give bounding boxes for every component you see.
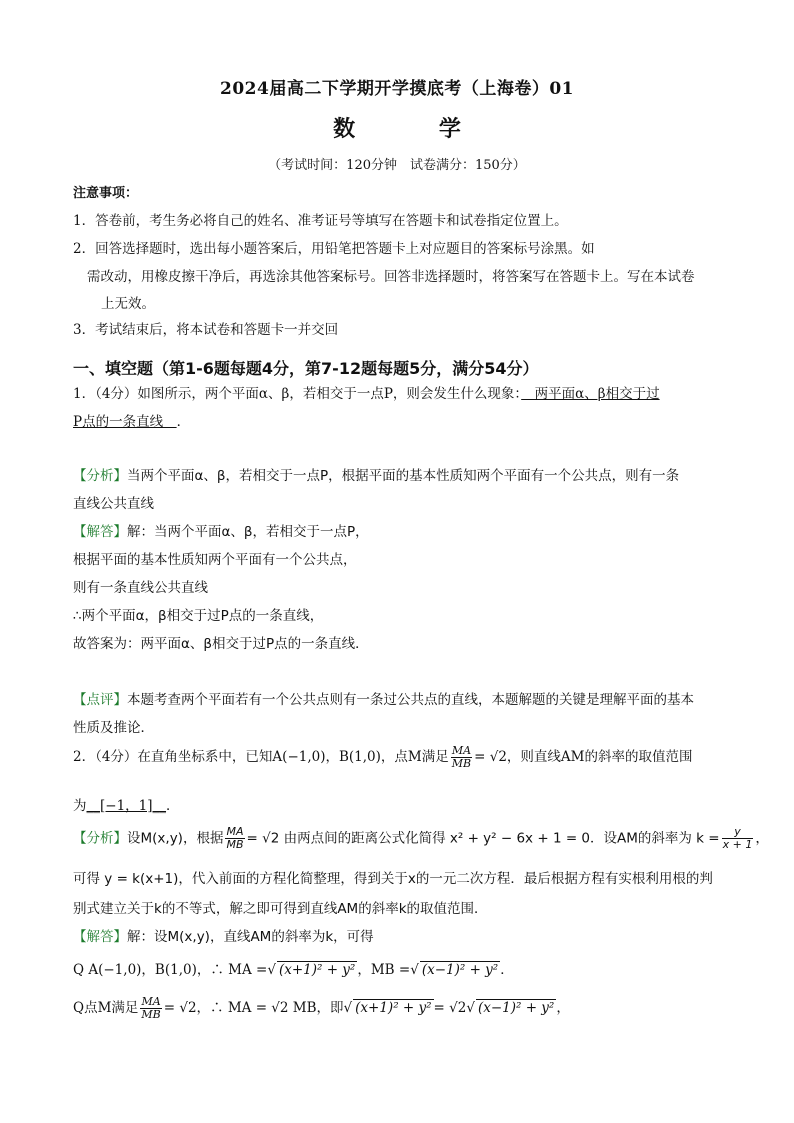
frac-num: MA — [226, 825, 244, 838]
frac-den: MB — [226, 838, 244, 851]
q1-comment — [73, 688, 694, 708]
q2-analysis — [73, 826, 769, 851]
sqrt-sign: √ — [466, 1000, 475, 1016]
q1-comment-cont: 性质及推论． — [73, 720, 154, 736]
q1-solution-line: 故答案为：两平面α、β相交于过P点的一条直线． — [73, 636, 369, 652]
analysis-tag: 【分析】 — [73, 468, 127, 484]
q2-analysis-text2: = √2 由两点间的距离公式化简得 x² + y² − 6x + 1 = 0．设AM的斜率为 k = — [246, 830, 720, 847]
frac-num: MA — [141, 995, 161, 1008]
q2-solution-line — [73, 958, 514, 978]
solution-tag: 【解答】 — [73, 524, 127, 540]
q1-stem-cont — [73, 410, 190, 430]
frac-den: MB — [451, 757, 472, 770]
frac-num: MA — [451, 744, 472, 757]
q2-radicand: (x+1)² + y² — [278, 962, 356, 978]
q2-radicand: (x−1)² + y² — [421, 962, 499, 978]
subject-title: 数 学 — [333, 116, 499, 142]
q2-analysis-fraction — [225, 826, 244, 851]
q1-answer-cont: P点的一条直线 — [73, 414, 177, 430]
notice-item: 2．回答选择题时，选出每小题答案后，用铅笔把答题卡上对应题目的答案标号涂黑。如 — [73, 241, 595, 257]
q2-analysis-text: 设M(x,y)，根据 — [127, 830, 224, 847]
q2-analysis-line: 可得 y = k(x+1)，代入前面的方程化简整理，得到关于x的一元二次方程．最后根据方程有实根利用根的判 — [73, 871, 713, 887]
q2-analysis-text3: ， — [755, 830, 769, 847]
q2-answer: __[−1，1]__ — [86, 798, 167, 814]
q2-sol-fraction — [140, 996, 161, 1021]
notice-heading: 注意事项： — [73, 186, 139, 201]
q1-stem-end: ． — [176, 414, 191, 430]
q2-stem-text3: 为 — [73, 798, 87, 814]
q2-fraction — [451, 745, 472, 770]
q2-stem-cont — [73, 794, 180, 814]
q1-analysis-cont: 直线公共直线 — [73, 496, 154, 512]
q2-stem-text: 2．（4分）在直角坐标系中，已知A(−1,0)，B(1,0)，点M满足 — [73, 749, 449, 765]
q2-stem-end: ． — [166, 798, 180, 814]
q2-sol3-text2: = √2，∴ MA = √2 MB，即 — [163, 1000, 344, 1016]
q2-solution-line — [73, 996, 570, 1021]
analysis-tag: 【分析】 — [73, 830, 127, 847]
q2-analysis-line: 别式建立关于k的不等式，解之即可得到直线AM的斜率k的取值范围． — [73, 901, 488, 917]
exam-info: （考试时间：120分钟 试卷满分：150分） — [268, 158, 526, 173]
q2-sol2-text: Q A(−1,0)，B(1,0)，∴ MA = — [73, 962, 268, 978]
q2-sol2-text2: ，MB = — [357, 962, 411, 978]
comment-tag: 【点评】 — [73, 692, 127, 708]
exam-title: 2024届高二下学期开学摸底考（上海卷）01 — [220, 79, 574, 99]
q1-analysis-text: 当两个平面α、β，若相交于一点P，根据平面的基本性质知两个平面有一个公共点，则有一条 — [127, 468, 680, 484]
q2-slope-fraction — [722, 826, 754, 851]
q1-solution-text: 解：当两个平面α、β，若相交于一点P， — [127, 524, 369, 540]
notice-item: 上无效。 — [101, 296, 155, 312]
q1-solution — [73, 520, 369, 540]
q2-solution — [73, 925, 374, 945]
q2-stem-text2: = √2，则直线AM的斜率的取值范围 — [474, 749, 693, 765]
notice-item: 1．答卷前，考生务必将自己的姓名、准考证号等填写在答题卡和试卷指定位置上。 — [73, 213, 568, 229]
q1-stem-text: 1．（4分）如图所示，两个平面α、β，若相交于一点P，则会发生什么现象： — [73, 386, 522, 402]
section-heading: 一、填空题（第1-6题每题4分，第7-12题每题5分，满分54分） — [73, 359, 539, 378]
q2-radicand: (x+1)² + y² — [355, 1000, 432, 1016]
q1-analysis — [73, 464, 679, 484]
frac-den: x + 1 — [722, 838, 753, 851]
q2-radicand: (x−1)² + y² — [477, 1000, 555, 1016]
q1-solution-line: 则有一条直线公共直线 — [73, 580, 208, 596]
q1-comment-text: 本题考查两个平面若有一个公共点则有一条过公共点的直线，本题解题的关键是理解平面的基本 — [127, 692, 694, 708]
q1-answer: 两平面α、β相交于过 — [521, 386, 660, 402]
q2-sol3-text4: ， — [556, 1000, 570, 1016]
notice-item: 需改动，用橡皮擦干净后，再选涂其他答案标号。回答非选择题时，将答案写在答题卡上。写在本试卷 — [87, 269, 695, 285]
solution-tag: 【解答】 — [73, 929, 127, 945]
frac-den: MB — [141, 1008, 161, 1021]
q1-solution-line: ∴两个平面α，β相交于过P点的一条直线， — [73, 608, 324, 624]
q1-solution-line: 根据平面的基本性质知两个平面有一个公共点， — [73, 552, 357, 568]
q1-stem — [73, 382, 660, 402]
sqrt-sign: √ — [267, 962, 276, 978]
notice-item: 3．考试结束后，将本试卷和答题卡一并交回 — [73, 322, 339, 338]
frac-num: y — [722, 826, 754, 839]
q2-sol2-text3: ． — [500, 962, 514, 978]
q2-sol3-text: Q点M满足 — [73, 1000, 139, 1016]
sqrt-sign: √ — [410, 962, 419, 978]
q2-sol3-text3: = √2 — [433, 1000, 467, 1016]
sqrt-sign: √ — [343, 1000, 353, 1016]
q2-stem — [73, 745, 692, 770]
q2-solution-text: 解：设M(x,y)，直线AM的斜率为k，可得 — [127, 929, 374, 945]
